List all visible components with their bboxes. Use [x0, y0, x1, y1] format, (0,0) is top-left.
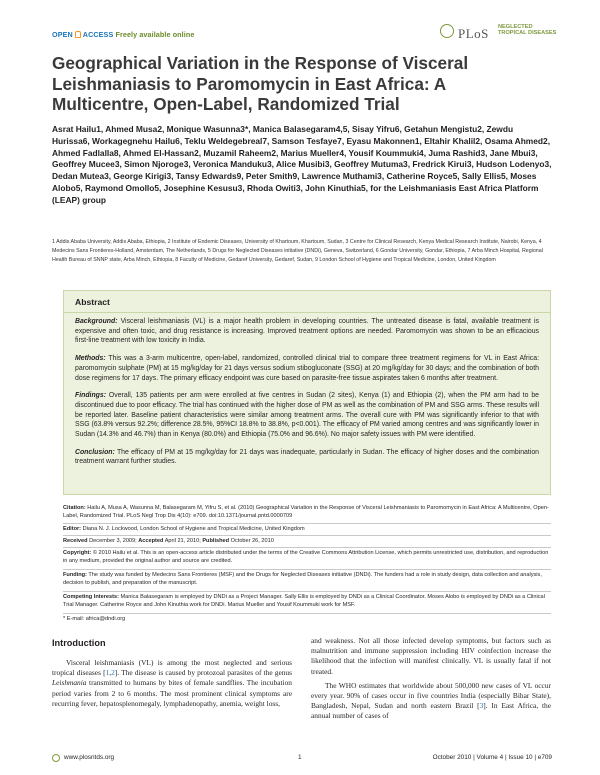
author-list: Asrat Hailu1, Ahmed Musa2, Monique Wasunna3*, Manica Balasegaram4,5, Sisay Yifru6, Getahun Mengistu2, Zewdu Hurissa6, Workagegnehu Hailu6, Teklu Weldegebreal7, Samson Tesfaye7, Eyasu Makonnen1, Eltahir Khalil2, Osama Ahmed2, Ahmed Fadlalla8, Ahmed El-Hassan2, Muzamil Raheem2, Marius Mueller4, Yousif Koummuki4, Juma Rashid3, Jane Mbui3, Geoffrey Mucee3, Simon Njoroge3, Veronica Manduku3, Alice Musibi3, Geoffrey Mutuma3, Fredrick Kirui3, Hudson Lodenyo3, Dedan Mutea3, George Kirigi3, Tansy Edwards9, Peter Smith9, Lawrence Muthami3, Catherine Royce5, Sally Ellis5, Moses Alobo5, Raymond Omollo5, Josephine Kesusu3, Rhoda Owiti3, John Kinuthia5, for the Leishmaniasis East Africa Platform (LEAP) group [52, 124, 552, 205]
email-address[interactable]: africa@dndi.org [84, 616, 126, 622]
issue-info: October 2010 | Volume 4 | Issue 10 | e709 [432, 754, 552, 761]
editor-row [63, 524, 551, 536]
page-footer [52, 754, 552, 764]
intro-text-e: ]. In East Africa, the annual number of cases of [311, 701, 551, 721]
competing-label: Competing Interests: [63, 594, 119, 600]
body-column-left [52, 658, 292, 709]
abstract-body [64, 313, 550, 467]
page-number: 1 [298, 754, 302, 761]
conclusion-text: The efficacy of PM at 15 mg/kg/day for 21 days was inadequate, particularly in Sudan. The efficacy of higher doses and the combination treatment warrant further studies. [75, 448, 539, 466]
journal-website[interactable]: www.plosntds.org [64, 754, 115, 761]
email-row [63, 614, 551, 626]
abstract-methods [75, 354, 539, 383]
intro-paragraph-1-cont: and weakness. Not all those infected develop symptoms, but factors such as malnutrition and immune suppression including HIV coinfection increase the likelihood that the infection will manifest clinically. VL is usually fatal if not treated. [311, 636, 551, 676]
oa-open-label: OPEN [52, 30, 73, 39]
abstract-conclusion [75, 448, 539, 467]
copyright-label: Copyright: [63, 550, 92, 556]
intro-text-c: transmitted to humans by bites of female sandflies. The incubation period varies from 2 to 6 months. The most prominent clinical symptoms are recurring fever, hepatosplenomegaly, lymphadenopathy, anemia, weight loss, [52, 678, 292, 708]
dates-row [63, 536, 551, 548]
article-meta [63, 503, 551, 626]
affiliations: 1 Addis Ababa University, Addis Ababa, Ethiopia, 2 Institute of Endemic Diseases, University of Khartoum, Khartoum, Sudan, 3 Centre for Clinical Research, Kenya Medical Research Institute, Nairobi, Kenya, 4 Medecins Sans Frontieres-Holland, Amsterdam, The Netherlands, 5 Drugs for Neglected Diseases initiative (DNDi), Geneva, Switzerland, 6 Gondar University, Gondar, Ethiopia, 7 Arba Minch Hospital, Regional Health Bureau of SNNP state, Arba Minch, Ethiopia, 8 Faculty of Medicine, Gedaref University, Gedaref, Sudan, 9 London School of Hygiene and Tropical Medicine, London, United Kingdom [52, 239, 543, 264]
abstract-background [75, 317, 539, 346]
logo-sub-line-1: NEGLECTED [498, 24, 533, 30]
logo-subtitle [498, 24, 588, 37]
accepted-label: Accepted [138, 538, 164, 544]
conclusion-label: Conclusion: [75, 448, 115, 456]
open-access-badge [52, 30, 194, 39]
intro-text-b: ]. The disease is caused by protozoal parasites of the genus [114, 668, 292, 678]
reference-link-2[interactable]: 2 [111, 668, 115, 678]
received-label: Received [63, 538, 88, 544]
findings-label: Findings: [75, 392, 107, 400]
open-lock-icon [75, 31, 81, 38]
genus-name: Leishmania [52, 678, 87, 688]
abstract-heading: Abstract [64, 291, 550, 313]
background-text: Visceral leishmaniasis (VL) is a major health problem in developing countries. The untreated disease is fatal, available treatment is expensive and often toxic, and drug resistance is increasing. Improved treatment options are needed. Paromomycin was shown to be an efficacious first-line treatment with low toxicity in India. [75, 318, 539, 345]
citation-text: Hailu A, Musa A, Wasunna M, Balasegaram M, Yifru S, et al. (2010) Geographical Variation in the Response of Visceral Leishmaniasis to Paromomycin in East Africa: A Multicentre, Open-Label, Randomized Trial. PLoS Negl Trop Dis 4(10): e709. doi:10.1371/journal.pntd.0000709 [63, 505, 549, 519]
received-date: December 3, 2009; [87, 538, 139, 544]
editor-label: Editor: [63, 526, 82, 532]
copyright-text: © 2010 Hailu et al. This is an open-access article distributed under the terms of the Creative Commons Attribution License, which permits unrestricted use, distribution, and reproduction in any medium, provided the original author and source are credited. [63, 550, 549, 564]
logo-sub-line-2: TROPICAL DISEASES [498, 30, 557, 37]
paper-title: Geographical Variation in the Response of Visceral Leishmaniasis to Paromomycin in East Africa: A Multicentre, Open-Label, Randomized Trial [52, 53, 469, 114]
accepted-date: April 21, 2010; [163, 538, 203, 544]
intro-paragraph-1: Visceral leishmaniasis (VL) is among the most neglected and serious tropical diseases [1,2]. The disease is caused by protozoal parasites of the genus Leishmania transmitted to humans by bites of female sandflies. The incubation period varies from 2 to 6 months. The most prominent clinical symptoms are recurring fever, hepatosplenomegaly, lymphadenopathy, anemia, weight loss, [52, 658, 292, 708]
intro-text-d: The WHO estimates that worldwide about 500,000 new cases of VL occur every year. 90% of cases occur in five countries India (especially Bihar State), Bangladesh, Nepal, Sudan and north eastern Brazil [ [311, 680, 551, 711]
oa-access-label: ACCESS [82, 30, 114, 39]
funding-text: The study was funded by Medecins Sans Frontieres (MSF) and the Drugs for Neglected Diseases initiative (DNDi). The funders had a role in study design, data collection and analysis, decision to publish, and preparation of the manuscript. [63, 572, 542, 586]
oa-free-label: Freely available online [115, 30, 195, 39]
editor-text: Diana N. J. Lockwood, London School of Hygiene and Tropical Medicine, United Kingdom [81, 526, 305, 532]
introduction-heading: Introduction [52, 638, 106, 648]
background-label: Background: [75, 318, 118, 325]
competing-interests-row [63, 592, 551, 614]
intro-text-a: Visceral leishmaniasis (VL) is among the most neglected and serious tropical diseases [ [52, 658, 292, 678]
published-date: October 26, 2010 [229, 538, 274, 544]
logo-word: PLoS [458, 26, 489, 41]
funding-row [63, 570, 551, 592]
funding-label: Funding: [63, 572, 87, 578]
intro-paragraph-2 [311, 681, 551, 722]
plos-globe-icon [52, 754, 60, 762]
competing-text: Manica Balasegaram is employed by DNDi as a Project Manager. Sally Ellis is employed by DNDi as a Clinical Coordinator. Moses Alobo is employed by DNDi as a Clinical Trial Manager. Catherine Royce and John Kinuthia work for DNDi. Marius Mueller and Yousif Koummuki work for MSF. [63, 594, 545, 608]
citation-row [63, 503, 551, 524]
citation-label: Citation: [63, 505, 86, 511]
findings-text: Overall, 135 patients per arm were enrolled at five centres in Sudan (2 sites), Kenya (1) and Ethiopia (2), when the PM arm had to be discontinued due to poor efficacy. The trial has continued with the higher dose of PM as well as the combination of PM and SSG arms. These results will be reported later. Baseline patient characteristics were similar among treatment arms. The overall cure with PM was significantly inferior to that with SSG (63.8% versus 92.2%; difference 28.5%, 95%CI 18.8% to 38.8%, p<0.001). The efficacy of PM varied among centres and was significantly lower in Sudan (14.3% and 46.7%) than in Kenya (80.0%) and Ethiopia (75.0% and 96.6%). No major safety issues with PM were identified. [75, 392, 539, 439]
copyright-row [63, 548, 551, 570]
methods-label: Methods: [75, 355, 106, 363]
email-label: * E-mail: [63, 616, 85, 622]
methods-text: This was a 3-arm multicentre, open-label, randomized, controlled clinical trial to compare three treatment regimens for VL in East Africa: paromomycin sulphate (PM) at 15 mg/kg/day for 21 days versus sodium stibogluconate (SSG) at 20 mg/kg/day for 30 days; and the combination of both dose regimens for 17 days. The primary efficacy endpoint was cure based on parasite-free tissue aspirates taken 6 months after treatment. [75, 355, 539, 382]
reference-link-3[interactable]: 3 [479, 701, 484, 711]
abstract-box [63, 290, 551, 495]
abstract-findings [75, 391, 539, 440]
published-label: Published [202, 538, 230, 544]
body-column-right [311, 636, 551, 722]
reference-link-1[interactable]: 1 [105, 668, 110, 678]
plos-globe-icon [440, 24, 454, 38]
